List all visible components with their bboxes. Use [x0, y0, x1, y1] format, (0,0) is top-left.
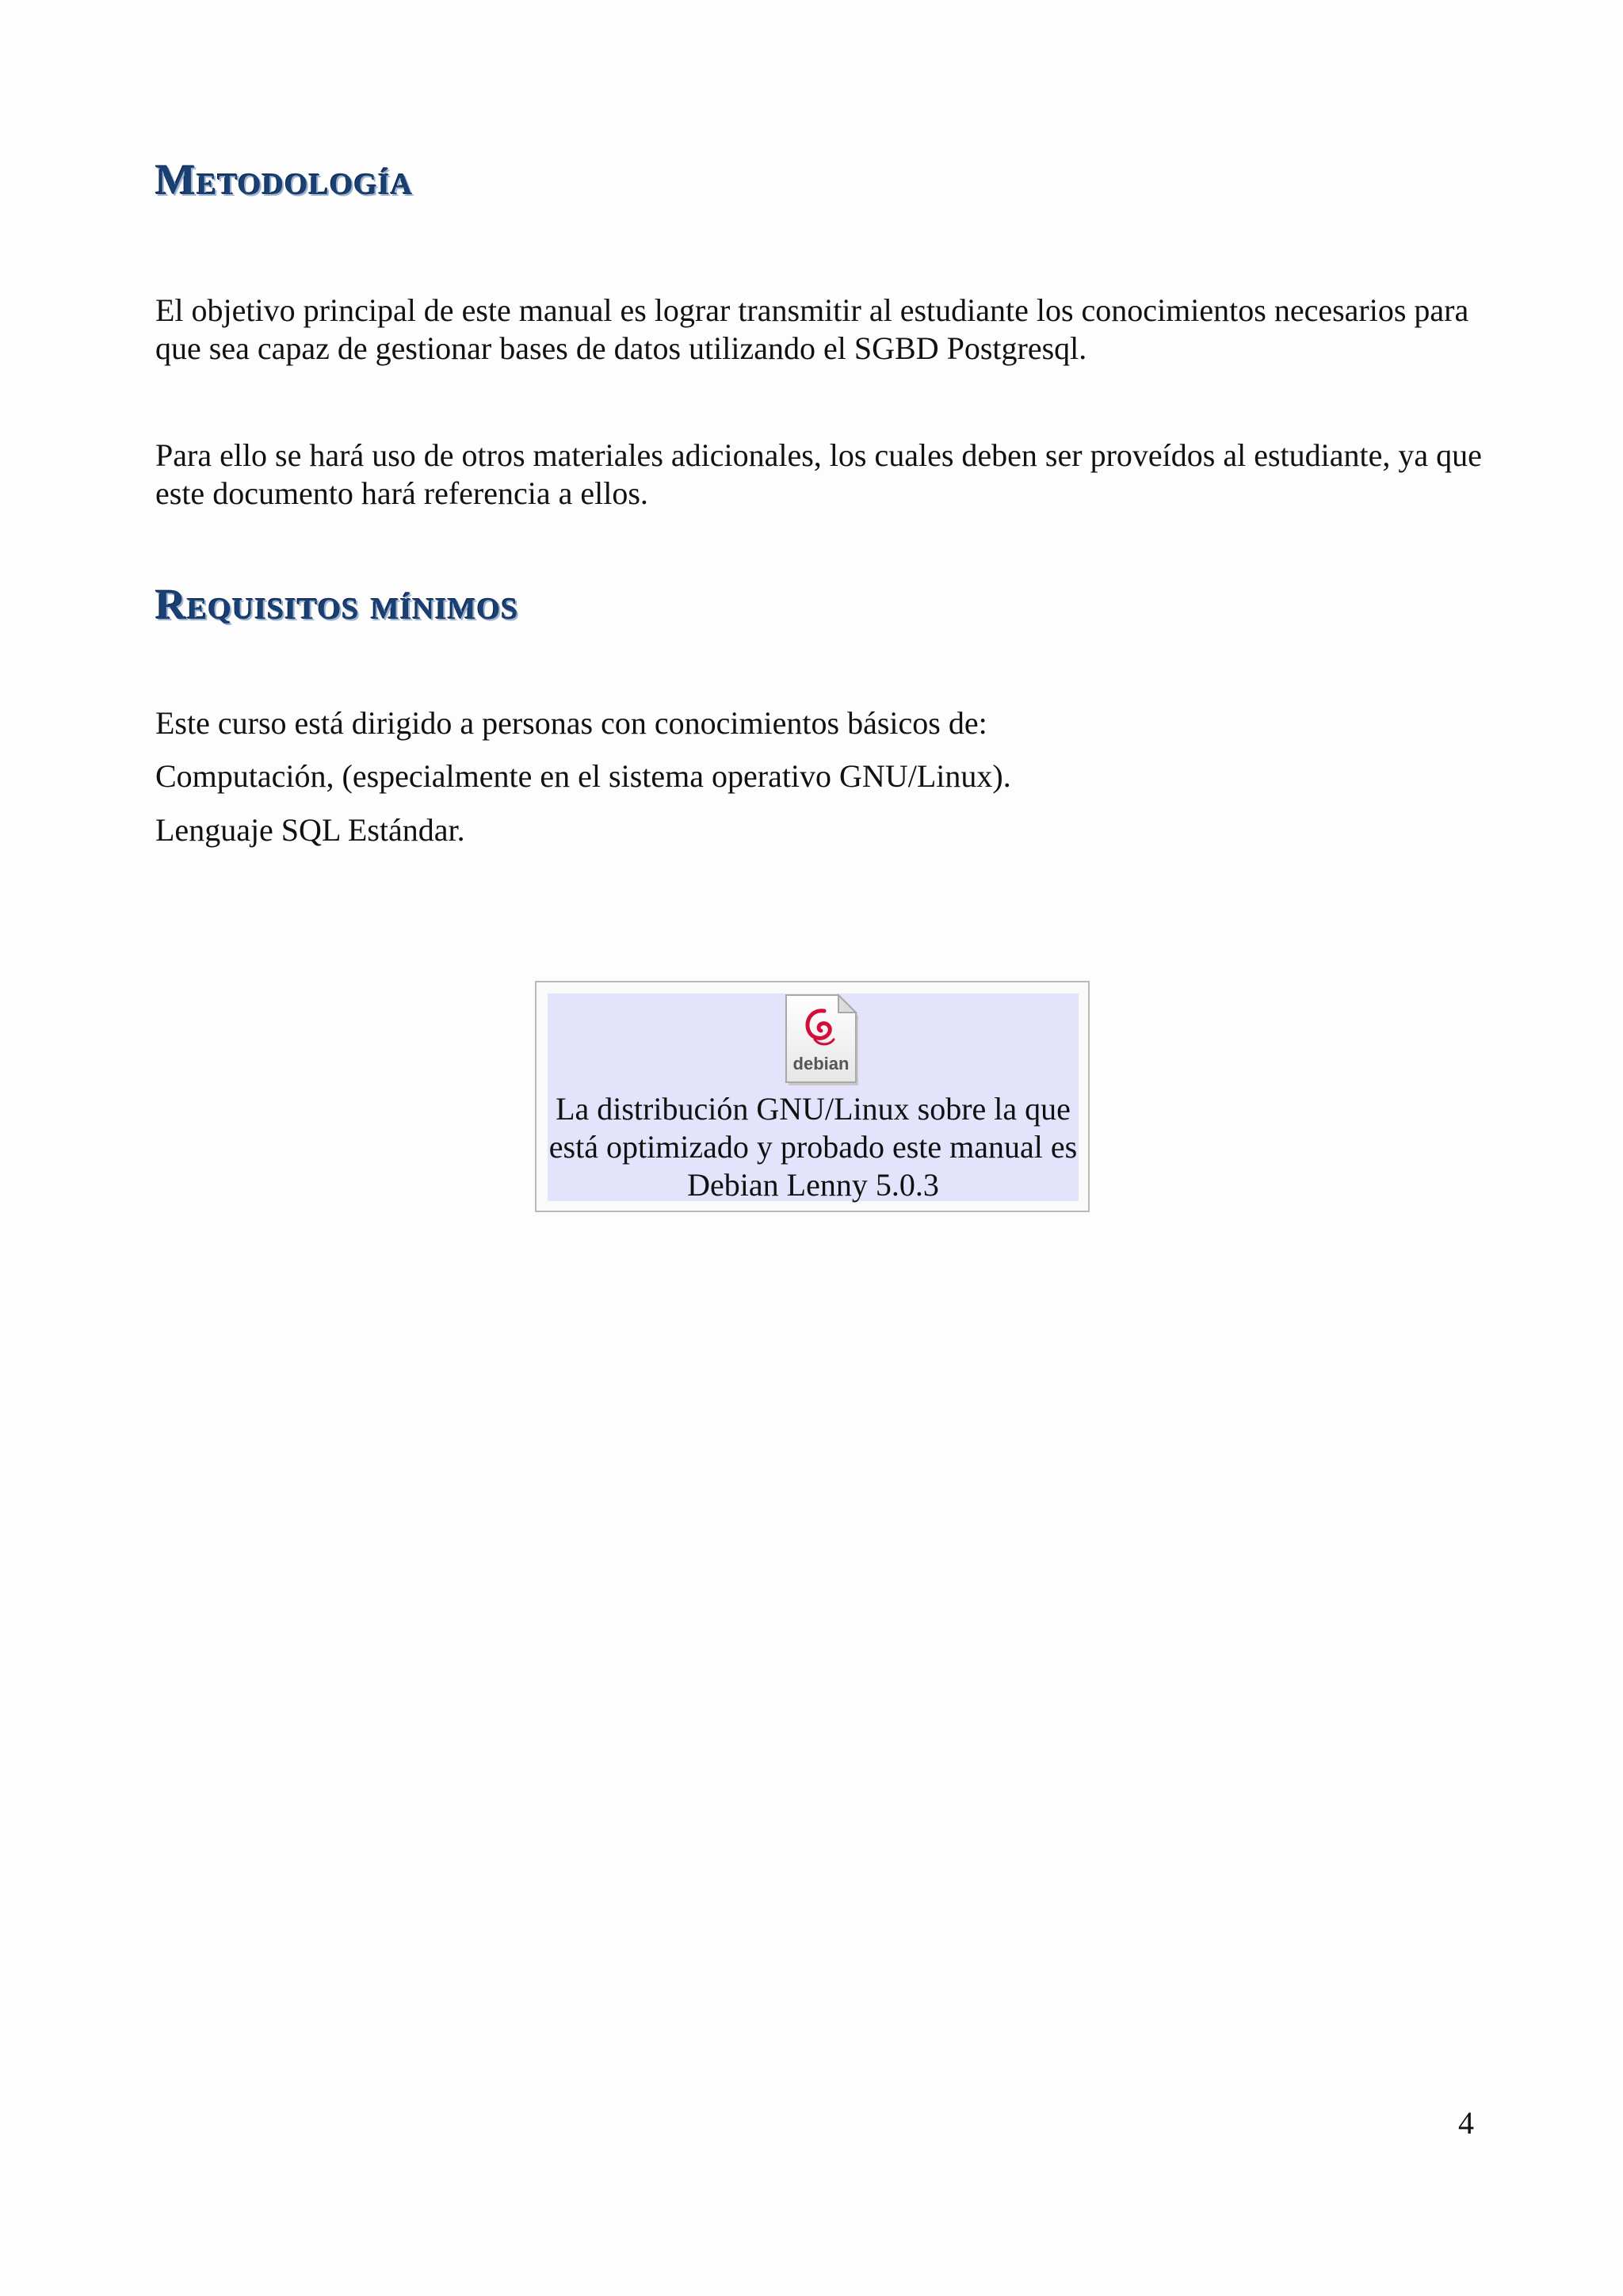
metodologia-paragraph-1: El objetivo principal de este manual es lograr transmitir al estudiante los conocimientos necesarios para que sea capaz de gestionar bases de datos utilizando el SGBD Postgresql. [155, 292, 1469, 366]
page-number: 4 [1458, 2105, 1474, 2141]
debian-icon-label: debian [792, 1054, 850, 1074]
requisitos-item-computacion: Computación, (especialmente en el sistema operativo GNU/Linux). [155, 758, 1011, 794]
figure-caption: La distribución GNU/Linux sobre la que está optimizado y probado este manual es Debian Lenny 5.0.3 [548, 1091, 1078, 1203]
requisitos-item-sql: Lenguaje SQL Estándar. [155, 812, 465, 848]
requisitos-heading: Requisitos mínimos [155, 581, 519, 628]
debian-document-icon [783, 994, 861, 1087]
metodologia-heading: Metodología [155, 156, 414, 204]
requisitos-intro: Este curso está dirigido a personas con conocimientos básicos de: [155, 705, 987, 741]
metodologia-paragraph-2: Para ello se hará uso de otros materiales adicionales, los cuales deben ser proveídos al estudiante, ya que este documento hará referencia a ellos. [155, 437, 1482, 511]
debian-figure [535, 981, 1090, 1212]
figure-caption-box [548, 994, 1079, 1201]
